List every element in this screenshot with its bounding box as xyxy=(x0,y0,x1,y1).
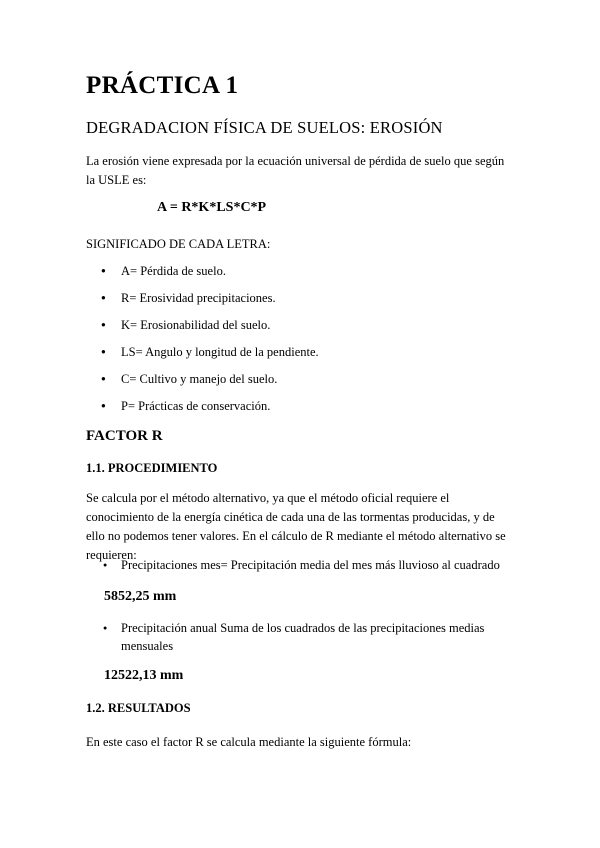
letters-list xyxy=(86,262,319,424)
list-item: ● Precipitación anual Suma de los cuadrados de las precipitaciones medias mensuales xyxy=(86,619,516,655)
usle-formula: A = R*K*LS*C*P xyxy=(157,200,267,215)
list-item: ● K= Erosionabilidad del suelo. xyxy=(86,316,319,343)
precip-annual-list xyxy=(86,619,516,655)
list-item: ● R= Erosividad precipitaciones. xyxy=(86,289,319,316)
results-heading: 1.2. RESULTADOS xyxy=(86,701,191,715)
list-item: ● A= Pérdida de suelo. xyxy=(86,262,319,289)
section-title: DEGRADACION FÍSICA DE SUELOS: EROSIÓN xyxy=(86,118,443,137)
list-item: ● LS= Angulo y longitud de la pendiente. xyxy=(86,343,319,370)
intro-paragraph: La erosión viene expresada por la ecuación universal de pérdida de suelo que según la USLE es: xyxy=(86,154,505,187)
results-paragraph: En este caso el factor R se calcula mediante la siguiente fórmula: xyxy=(86,735,412,749)
list-item: ● Precipitaciones mes= Precipitación media del mes más lluvioso al cuadrado xyxy=(86,556,516,574)
list-item: ● P= Prácticas de conservación. xyxy=(86,397,319,424)
precip-month-list xyxy=(86,556,516,574)
meaning-heading: SIGNIFICADO DE CADA LETRA: xyxy=(86,237,271,251)
page-title: PRÁCTICA 1 xyxy=(86,72,239,99)
procedure-heading: 1.1. PROCEDIMIENTO xyxy=(86,461,218,475)
precip-annual-value: 12522,13 mm xyxy=(104,668,184,683)
factor-r-heading: FACTOR R xyxy=(86,428,163,444)
precip-month-value: 5852,25 mm xyxy=(104,589,177,604)
procedure-paragraph: Se calcula por el método alternativo, ya que el método oficial requiere el conocimiento de la energía cinética de cada una de las tormentas producidas, y de ello no podemos tener valores. En el cálculo de R mediante el método alternativo se requieren: xyxy=(86,491,506,562)
list-item: ● C= Cultivo y manejo del suelo. xyxy=(86,370,319,397)
